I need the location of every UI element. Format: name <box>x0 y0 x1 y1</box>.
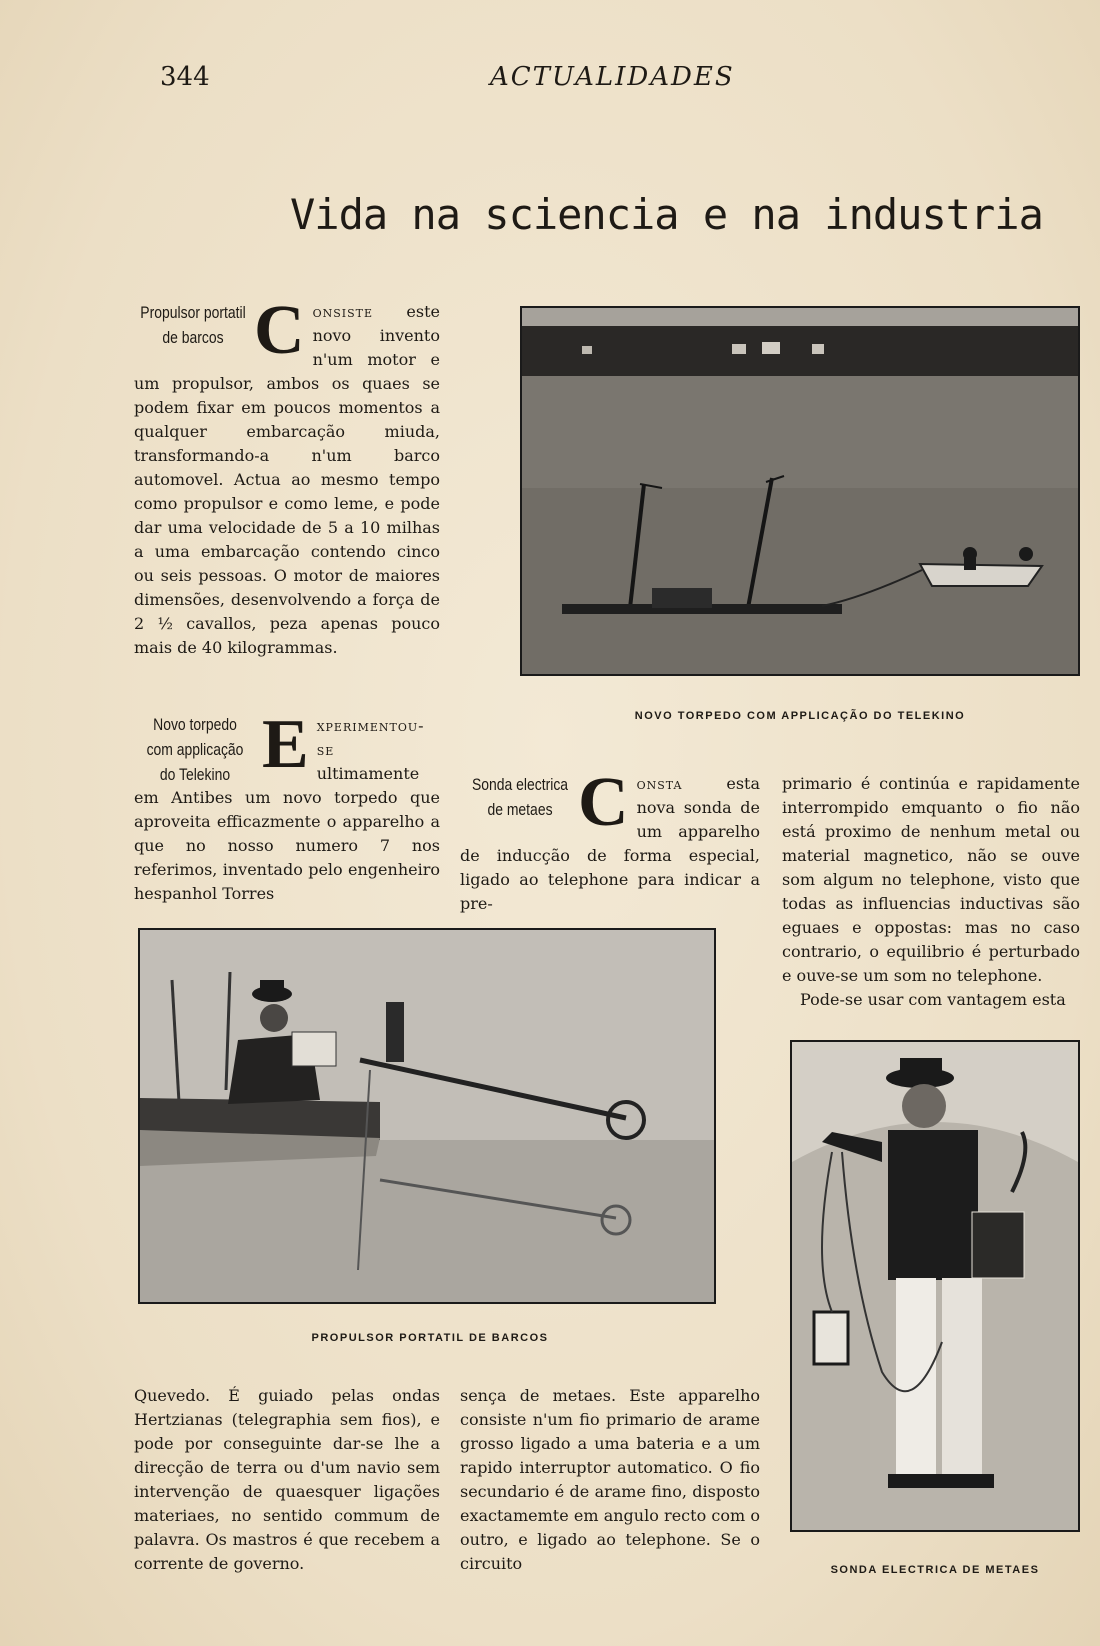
article1-side-title-line2: de barcos <box>162 328 224 347</box>
article2-side-title-line2: com applicação <box>146 740 244 759</box>
article3-continued: sença de metaes. Este apparelho consiste n'um fio primario de arame grosso ligado a uma bateria e a um rapido interruptor automatico. O fio secundario é de arame fino, disposto exactamemte em angulo recto com o outro, e ligado ao telephone. Se o circuito <box>460 1386 760 1573</box>
article2-lead: xperimentou-se <box>316 716 425 759</box>
article1-drop-cap: C <box>254 292 305 369</box>
page-number: 344 <box>160 62 210 92</box>
article2-continued: Quevedo. É guiado pelas ondas Hertzianas (telegraphia sem fios), e pode por conseguinte dar-se lhe a direcção de terra ou d'um navio sem intervenção de quaesquer ligações materiaes, no sentido commum de palavra. Os mastros é que recebem a corrente de governo. <box>134 1386 440 1573</box>
sonda-caption: SONDA ELECTRICA DE METAES <box>830 1564 1040 1576</box>
propulsor-photo <box>138 928 716 1304</box>
article2-side-title-line3: do Telekino <box>159 765 231 784</box>
sonda-photo <box>790 1040 1080 1532</box>
article3-body <box>460 764 760 916</box>
article3-text: esta nova sonda de um apparelho de inducção de forma especial, ligado ao telephone para indicar a pre- <box>460 774 760 913</box>
torpedo-photo <box>520 306 1080 676</box>
article1-lead: onsiste <box>312 302 373 321</box>
article3-side-title-line1: Sonda electrica <box>471 775 569 794</box>
article3-drop-cap: C <box>578 764 629 841</box>
article2-drop-cap: E <box>262 706 309 783</box>
article2-body <box>134 706 440 906</box>
article3-right-text-2: Pode-se usar com vantagem esta <box>800 990 1066 1009</box>
article2-text: ultimamente em Antibes um novo torpedo que aproveita efficazmente o apparelho a que no nosso numero 7 nos referimos, inventado pelo engenheiro hespanhol Torres <box>134 764 440 903</box>
article3-side-title-line2: de metaes <box>487 800 553 819</box>
article3-right-column <box>782 772 1080 1012</box>
article2-side-title-line1: Novo torpedo <box>153 715 237 734</box>
torpedo-caption: NOVO TORPEDO COM APPLICAÇÃO DO TELEKINO <box>634 710 966 722</box>
article1-text: este novo invento n'um motor e um propulsor, ambos os quaes se podem fixar em poucos momentos a qualquer embarcação miuda, transformando-a n'um barco automovel. Actua ao mesmo tempo como propulsor e como leme, e pode dar uma velocidade de 5 a 10 milhas a uma embarcação contendo cinco ou seis pessoas. O motor de maiores dimensões, desenvolvendo a força de 2 ½ cavallos, peza apenas pouco mais de 40 kilogrammas. <box>134 302 440 657</box>
article1-side-title-line1: Propulsor portatil <box>140 303 246 322</box>
running-head: ACTUALIDADES <box>490 62 735 92</box>
propulsor-caption: PROPULSOR PORTATIL DE BARCOS <box>311 1332 549 1344</box>
article1-body <box>134 292 440 660</box>
article3-lead: onsta <box>636 774 683 793</box>
article3-right-text: primario é continúa e rapidamente interrompido emquanto o fio não está proximo de nenhum metal ou material magnetico, não se ouve som algum no telephone, visto que todas as influencias inductivas são eguaes e oppostas: mas no caso contrario, o equilibrio é perturbado e ouve-se um som no telephone. <box>782 774 1080 985</box>
section-title: Vida na sciencia e na industria <box>290 190 1043 239</box>
